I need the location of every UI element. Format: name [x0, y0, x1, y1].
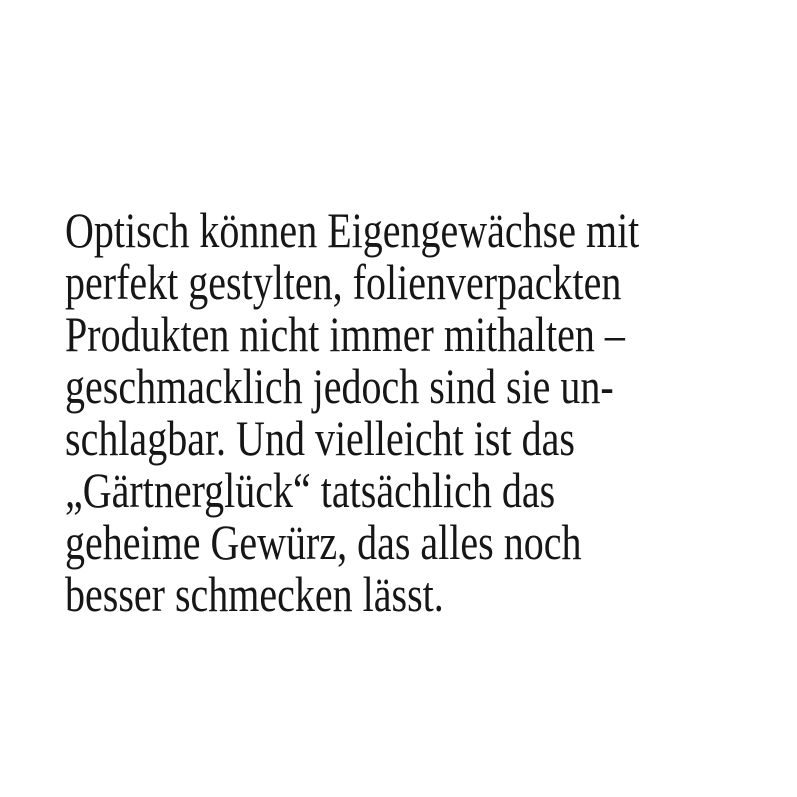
paragraph-line: „Gärtnerglück“ tatsächlich das [65, 462, 556, 518]
paragraph-line: besser schmecken lässt. [65, 566, 444, 622]
paragraph-line: geschmacklich jedoch sind sie un- [65, 358, 614, 414]
body-paragraph [65, 204, 639, 620]
paragraph-line: perfekt gestylten, folienverpackten [65, 254, 622, 310]
paragraph-line: geheime Gewürz, das alles noch [65, 514, 582, 570]
paragraph-line: Produkten nicht immer mithalten – [65, 306, 625, 362]
paragraph-line: Optisch können Eigengewächse mit [65, 202, 640, 258]
paragraph-line: schlagbar. Und vielleicht ist das [65, 410, 575, 466]
